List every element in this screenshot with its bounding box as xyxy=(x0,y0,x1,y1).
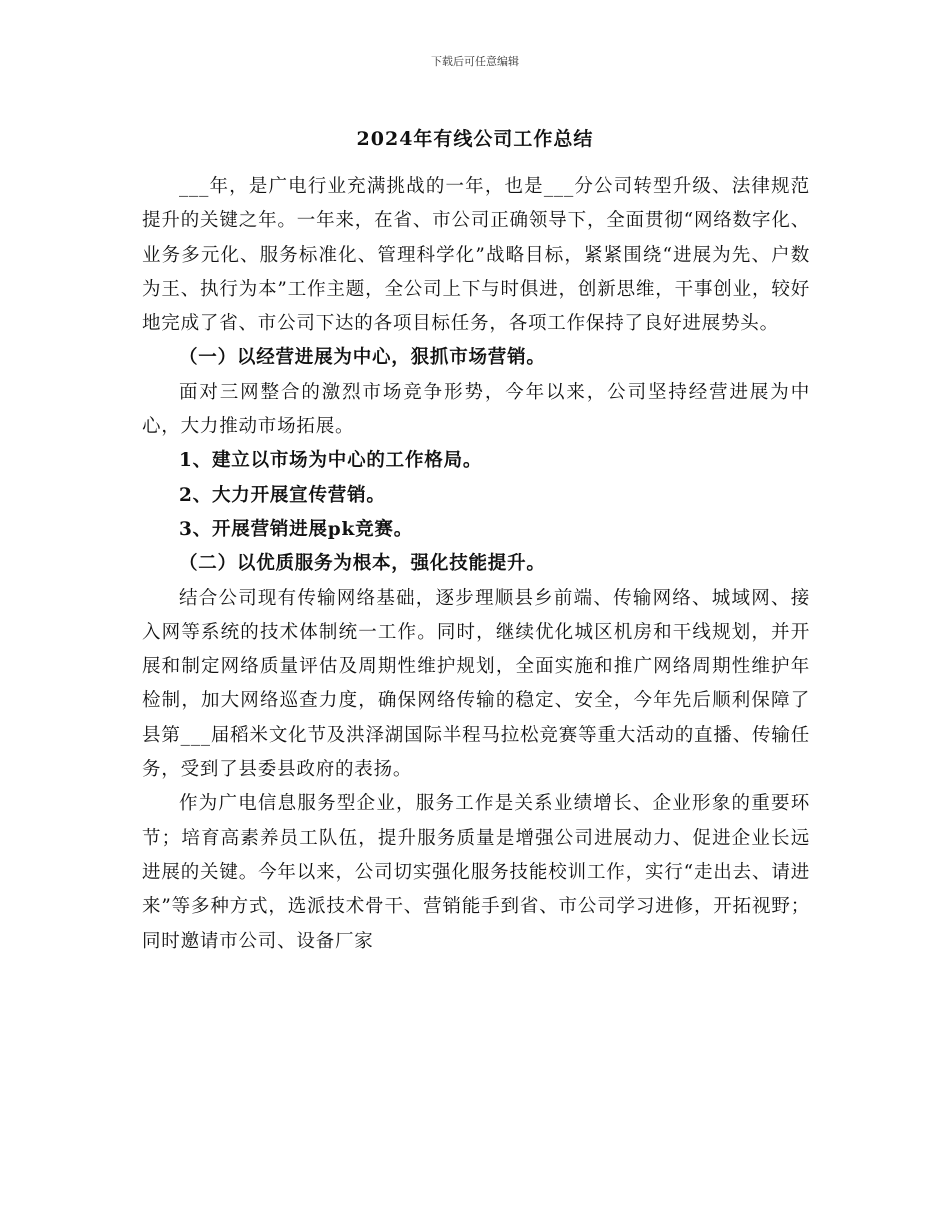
paragraph-market: 面对三网整合的激烈市场竞争形势，今年以来，公司坚持经营进展为中心，大力推动市场拓展。 xyxy=(142,381,810,438)
header-note: 下载后可任意编辑 xyxy=(431,55,519,68)
document-title: 2024年有线公司工作总结 xyxy=(356,128,594,150)
section-heading-1: （一）以经营进展为中心，狠抓市场营销。 xyxy=(179,347,546,369)
document-body xyxy=(142,170,810,959)
subheading-1: 1、建立以市场为中心的工作格局。 xyxy=(179,450,483,472)
paragraph-intro: ___年，是广电行业充满挑战的一年，也是___分公司转型升级、法律规范提升的关键之年。一年来，在省、市公司正确领导下，全面贯彻“网络数字化、业务多元化、服务标准化、管理科学化”战略目标，紧紧围绕“进展为先、户数为王、执行为本”工作主题，全公司上下与时俱进，创新思维，干事创业，较好地完成了省、市公司下达的各项目标任务，各项工作保持了良好进展势头。 xyxy=(142,176,810,335)
subheading-2: 2、大力开展宣传营销。 xyxy=(179,484,386,506)
subheading-3: 3、开展营销进展pk竞赛。 xyxy=(179,518,414,540)
section-heading-2: （二）以优质服务为根本，强化技能提升。 xyxy=(179,553,546,575)
paragraph-service: 作为广电信息服务型企业，服务工作是关系业绩增长、企业形象的重要环节；培育高素养员工队伍，提升服务质量是增强公司进展动力、促进企业长远进展的关键。今年以来，公司切实强化服务技能校训工作，实行“走出去、请进来”等多种方式，选派技术骨干、营销能手到省、市公司学习进修，开拓视野；同时邀请市公司、设备厂家 xyxy=(142,793,810,952)
paragraph-network: 结合公司现有传输网络基础，逐步理顺县乡前端、传输网络、城域网、接入网等系统的技术体制统一工作。同时，继续优化城区机房和干线规划，并开展和制定网络质量评估及周期性维护规划，全面实施和推广网络周期性维护年检制，加大网络巡查力度，确保网络传输的稳定、安全，今年先后顺利保障了县第___届稻米文化节及洪泽湖国际半程马拉松竞赛等重大活动的直播、传输任务，受到了县委县政府的表扬。 xyxy=(142,587,810,781)
